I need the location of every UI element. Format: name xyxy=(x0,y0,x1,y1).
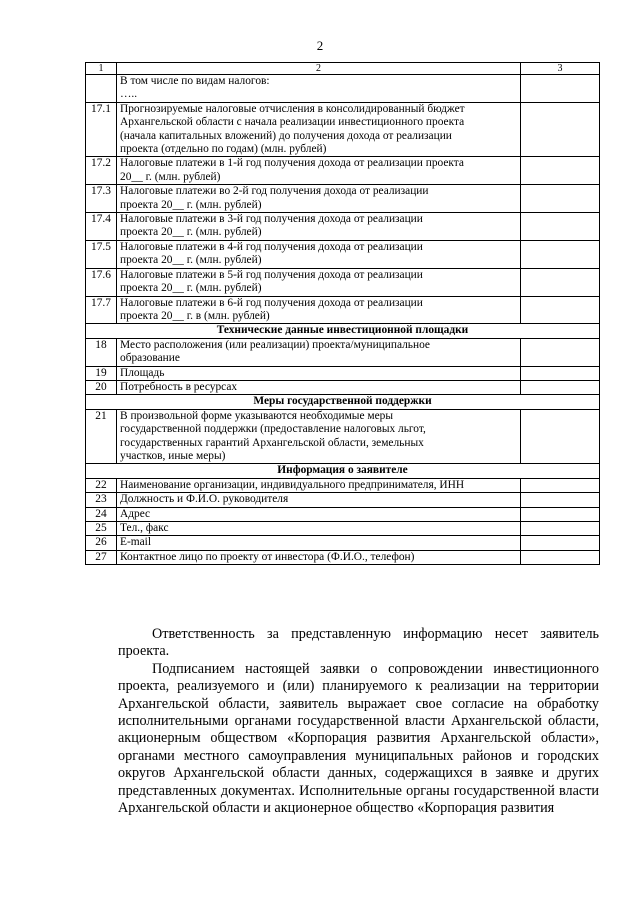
row-number: 20 xyxy=(86,380,117,394)
row-description xyxy=(117,185,521,213)
row-description xyxy=(117,240,521,268)
table-row xyxy=(86,75,600,103)
description-line: Должность и Ф.И.О. руководителя xyxy=(120,493,289,506)
page-number: 2 xyxy=(316,38,324,53)
description-line: Прогнозируемые налоговые отчисления в консолидированный бюджет xyxy=(120,102,465,115)
description-line: Налоговые платежи в 6-й год получения дохода от реализации xyxy=(120,296,423,309)
value-cell[interactable] xyxy=(521,550,600,564)
table-row xyxy=(86,213,600,241)
value-cell[interactable] xyxy=(521,338,600,366)
value-cell[interactable] xyxy=(521,268,600,296)
description-line: Архангельской области с начала реализации инвестиционного проекта xyxy=(120,116,465,129)
row-number: 19 xyxy=(86,366,117,380)
row-description xyxy=(117,478,521,492)
description-line: образование xyxy=(120,352,180,365)
table-row xyxy=(86,493,600,507)
table-row xyxy=(86,380,600,394)
row-description xyxy=(117,522,521,536)
value-cell[interactable] xyxy=(521,536,600,550)
row-description xyxy=(117,536,521,550)
description-line: государственных гарантий Архангельской области, земельных xyxy=(120,436,424,449)
row-number: 25 xyxy=(86,522,117,536)
value-cell[interactable] xyxy=(521,185,600,213)
table-row xyxy=(86,157,600,185)
description-line: проекта 20__ г. (млн. рублей) xyxy=(120,282,262,295)
responsibility-paragraph: Ответственность за представленную информацию несет заявитель проекта. xyxy=(118,626,599,660)
row-description xyxy=(117,102,521,157)
row-description xyxy=(117,157,521,185)
header-col-3: 3 xyxy=(521,63,600,75)
description-line: Налоговые платежи в 4-й год получения дохода от реализации xyxy=(120,240,423,253)
row-number xyxy=(86,75,117,103)
description-line: В произвольной форме указываются необходимые меры xyxy=(120,409,393,422)
table-body xyxy=(86,63,600,565)
value-cell[interactable] xyxy=(521,213,600,241)
value-cell[interactable] xyxy=(521,366,600,380)
row-number: 17.7 xyxy=(86,296,117,324)
description-line: Место расположения (или реализации) проекта/муниципальное xyxy=(120,338,430,351)
description-line: Налоговые платежи в 3-й год получения дохода от реализации xyxy=(120,213,423,226)
section-title: Технические данные инвестиционной площадки xyxy=(86,324,600,338)
table-row xyxy=(86,366,600,380)
table-row xyxy=(86,507,600,521)
row-number: 22 xyxy=(86,478,117,492)
table-row xyxy=(86,522,600,536)
row-description xyxy=(117,507,521,521)
row-number: 18 xyxy=(86,338,117,366)
row-description xyxy=(117,213,521,241)
table-row xyxy=(86,102,600,157)
consent-paragraph: Подписанием настоящей заявки о сопровождении инвестиционного проекта, реализуемого и (или) планируемого к реализации на территории Архангельской области, заявитель выражает свое согласие на обработку исполнительными органами государственной власти Архангельской области, акционерным обществом «Корпорация развития Архангельской области», органами местного самоуправления муниципальных районов и городских округов Архангельской области данных, содержащихся в заявке и других представленных документах. Исполнительные органы государственной власти Архангельской области и акционерное общество «Корпорация развития xyxy=(118,660,599,817)
value-cell[interactable] xyxy=(521,493,600,507)
row-number: 21 xyxy=(86,409,117,464)
row-number: 17.1 xyxy=(86,102,117,157)
body-text xyxy=(118,626,599,817)
description-line: участков, иные меры) xyxy=(120,449,226,462)
description-line: проекта (отдельно по годам) (млн. рублей) xyxy=(120,143,327,156)
application-form-table xyxy=(85,62,600,565)
row-number: 26 xyxy=(86,536,117,550)
table-row xyxy=(86,478,600,492)
row-description xyxy=(117,268,521,296)
value-cell[interactable] xyxy=(521,75,600,103)
description-line: (начала капитальных вложений) до получения дохода от реализации xyxy=(120,129,452,142)
value-cell[interactable] xyxy=(521,409,600,464)
table-row xyxy=(86,550,600,564)
row-description xyxy=(117,409,521,464)
value-cell[interactable] xyxy=(521,478,600,492)
row-description xyxy=(117,550,521,564)
description-line: Площадь xyxy=(120,366,165,379)
description-line: Адрес xyxy=(120,507,151,520)
description-line: 20__ г. (млн. рублей) xyxy=(120,170,221,183)
header-col-2: 2 xyxy=(117,63,521,75)
header-col-1: 1 xyxy=(86,63,117,75)
description-line: проекта 20__ г. (млн. рублей) xyxy=(120,198,262,211)
value-cell[interactable] xyxy=(521,507,600,521)
row-description xyxy=(117,296,521,324)
row-number: 17.5 xyxy=(86,240,117,268)
table-row xyxy=(86,268,600,296)
value-cell[interactable] xyxy=(521,157,600,185)
row-description xyxy=(117,338,521,366)
row-number: 17.2 xyxy=(86,157,117,185)
description-line: государственной поддержки (предоставление налоговых льгот, xyxy=(120,423,426,436)
table-row xyxy=(86,296,600,324)
table-section-row xyxy=(86,464,600,478)
row-number: 23 xyxy=(86,493,117,507)
value-cell[interactable] xyxy=(521,240,600,268)
description-line: Тел., факс xyxy=(120,522,169,534)
value-cell[interactable] xyxy=(521,522,600,536)
value-cell[interactable] xyxy=(521,380,600,394)
description-line: проекта 20__ г. (млн. рублей) xyxy=(120,226,262,239)
description-line: Контактное лицо по проекту от инвестора (Ф.И.О., телефон) xyxy=(120,550,415,563)
table-section-row xyxy=(86,395,600,409)
section-title: Информация о заявителе xyxy=(86,464,600,478)
row-description xyxy=(117,380,521,394)
value-cell[interactable] xyxy=(521,296,600,324)
description-line: Потребность в ресурсах xyxy=(120,380,238,393)
description-line: В том числе по видам налогов: xyxy=(120,75,270,87)
table-row xyxy=(86,240,600,268)
description-line: проекта 20__ г. (млн. рублей) xyxy=(120,254,262,267)
table-header-row xyxy=(86,63,600,75)
row-description xyxy=(117,493,521,507)
row-number: 17.4 xyxy=(86,213,117,241)
row-number: 17.6 xyxy=(86,268,117,296)
description-line: Наименование организации, индивидуального предпринимателя, ИНН xyxy=(120,478,465,491)
value-cell[interactable] xyxy=(521,102,600,157)
row-number: 17.3 xyxy=(86,185,117,213)
table-section-row xyxy=(86,324,600,338)
description-line: E-mail xyxy=(120,536,151,549)
row-description xyxy=(117,366,521,380)
table-row xyxy=(86,409,600,464)
section-title: Меры государственной поддержки xyxy=(86,395,600,409)
description-line: проекта 20__ г. в (млн. рублей) xyxy=(120,309,270,322)
table-row xyxy=(86,338,600,366)
row-number: 27 xyxy=(86,550,117,564)
description-line: Налоговые платежи в 5-й год получения дохода от реализации xyxy=(120,268,423,281)
table-row xyxy=(86,536,600,550)
table-row xyxy=(86,185,600,213)
row-number: 24 xyxy=(86,507,117,521)
description-line: Налоговые платежи во 2-й год получения дохода от реализации xyxy=(120,185,429,198)
row-description xyxy=(117,75,521,103)
description-line: ….. xyxy=(120,88,138,101)
description-line: Налоговые платежи в 1-й год получения дохода от реализации проекта xyxy=(120,157,464,170)
